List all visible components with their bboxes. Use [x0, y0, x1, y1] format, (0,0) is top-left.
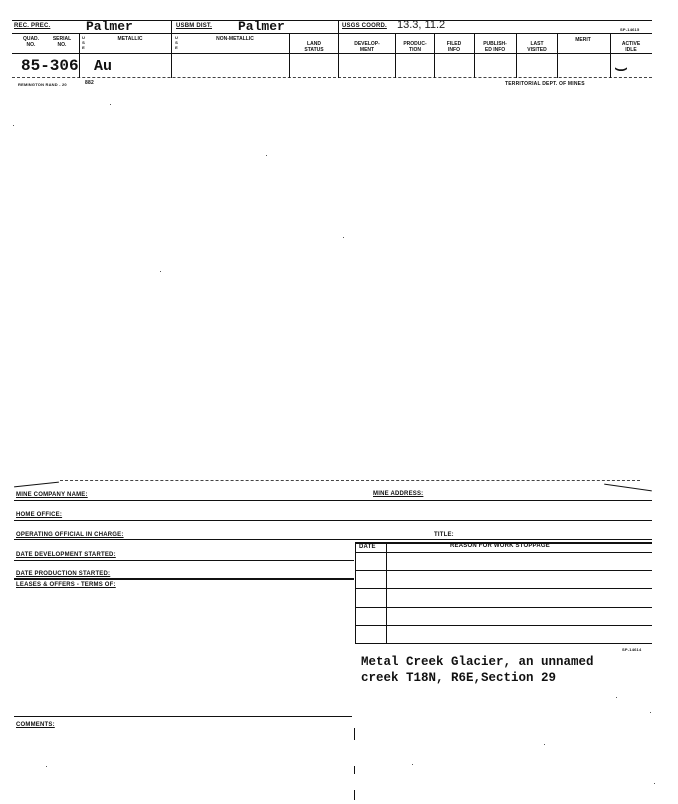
quad-no-label: QUAD. NO. [22, 36, 40, 48]
published-info-label: PUBLISH- ED INFO [483, 41, 507, 53]
metallic-value: Au [94, 58, 113, 75]
stoppage-date-divider [386, 542, 387, 644]
col-divider-filed-info [434, 33, 435, 78]
development-label: DEVELOP- MENT [354, 41, 380, 53]
col-divider-last-visited [516, 33, 517, 78]
corner-mark-right [604, 484, 652, 492]
stoppage-bottom-line [355, 643, 652, 644]
date-dev-started-label: DATE DEVELOPMENT STARTED: [16, 552, 116, 558]
comments-edge-mark [354, 790, 355, 800]
scan-speck [544, 744, 545, 745]
location-note-line2: creek T18N, R6E,Section 29 [361, 671, 557, 685]
stoppage-reason-header: REASON FOR WORK STOPPAGE [450, 543, 550, 549]
filed-info-label: FILED INFO [446, 41, 462, 53]
usbm-dist-value: Palmer [238, 19, 285, 34]
form-number-top: SP-14615 [620, 27, 640, 32]
production-label: PRODUC- TION [403, 41, 427, 53]
serial-no-label: SERIAL NO. [52, 36, 72, 48]
non-metallic-label: NON-METALLIC [216, 36, 254, 42]
corner-mark-left [14, 482, 59, 488]
usgs-coord-value: 13.3, 11.2 [397, 19, 446, 31]
stoppage-left-border [355, 542, 356, 644]
location-note-line1: Metal Creek Glacier, an unnamed [361, 655, 594, 669]
stoppage-row-line [355, 625, 652, 626]
dev-started-line [14, 560, 354, 561]
scan-speck [266, 155, 267, 156]
col-divider-metallic [79, 33, 80, 78]
stoppage-row-line [355, 570, 652, 571]
land-status-label: LAND STATUS [304, 41, 324, 53]
scan-speck [110, 104, 111, 105]
leases-label: LEASES & OFFERS - TERMS OF: [16, 582, 116, 588]
title-label: TITLE: [434, 532, 454, 538]
active-idle-label: ACTIVE IDLE [621, 41, 641, 53]
usgs-coord-label: USGS COORD. [342, 23, 387, 29]
official-line [14, 539, 652, 540]
home-office-line [14, 520, 652, 521]
col-divider-published-info [474, 33, 475, 78]
comments-edge-mark [354, 766, 355, 774]
form-number-bottom: SP-14614 [622, 647, 642, 652]
use-label-nonmetallic: U S E [175, 35, 178, 50]
col-divider-land-status [289, 33, 290, 78]
scan-speck [160, 271, 161, 272]
stoppage-row-line [355, 607, 652, 608]
scan-speck [650, 712, 651, 713]
rec-prec-label: REC. PREC. [14, 23, 51, 29]
rec-prec-value: Palmer [86, 19, 133, 34]
col-divider-production [395, 33, 396, 78]
remington-code: 882 [85, 80, 94, 86]
use-label-metallic: U S E [82, 35, 85, 50]
active-idle-mark: ) [614, 67, 630, 72]
scan-speck [616, 697, 617, 698]
comments-top-line [14, 716, 352, 717]
date-prod-started-label: DATE PRODUCTION STARTED: [16, 571, 111, 577]
stoppage-header-bottom [355, 552, 652, 553]
prod-started-line [14, 578, 354, 580]
home-office-label: HOME OFFICE: [16, 512, 63, 518]
remington-print: REMINGTON RAND - 20 [18, 82, 67, 87]
mine-address-label: MINE ADDRESS: [373, 491, 424, 497]
scan-speck [343, 237, 344, 238]
comments-edge-mark [354, 728, 355, 740]
serial-number-value: 85-306 [21, 57, 79, 75]
usbm-dist-label: USBM DIST. [176, 23, 213, 29]
scan-speck [412, 764, 413, 765]
merit-label: MERIT [575, 37, 591, 43]
mine-company-label: MINE COMPANY NAME: [16, 492, 88, 498]
company-line [14, 500, 652, 501]
column-header-divider [12, 53, 652, 54]
scan-speck [13, 125, 14, 126]
last-visited-label: LAST VISITED [527, 41, 547, 53]
col-divider-active-idle [610, 33, 611, 78]
operating-official-label: OPERATING OFFICIAL IN CHARGE: [16, 532, 124, 538]
stoppage-row-line [355, 588, 652, 589]
bottom-top-dashed [60, 480, 640, 481]
col-divider-nonmetallic [171, 20, 172, 78]
stoppage-date-header: DATE [359, 544, 376, 550]
record-bottom-dashed [12, 77, 652, 78]
comments-label: COMMENTS: [16, 722, 55, 728]
territorial-dept-print: TERRITORIAL DEPT. OF MINES [505, 81, 585, 87]
scan-speck [654, 783, 655, 784]
metallic-label: METALLIC [117, 36, 143, 42]
scan-speck [46, 766, 47, 767]
